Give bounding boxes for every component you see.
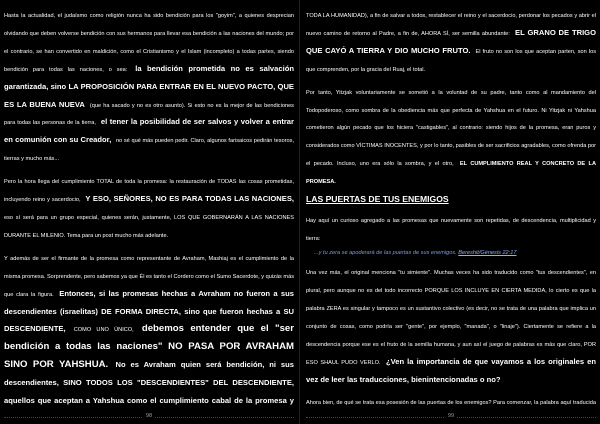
right-paragraph-2 — [306, 81, 596, 188]
text: El fruto no son los que aceptan parten, son los que comprenden, por la gracia del Ruaj, el total. — [306, 48, 596, 73]
text: (que ha sacado y no es otro asunto). Si esto no es la mejor de las bendiciones para todas las personas de la tierra, — [4, 102, 294, 127]
text: TODA LA HUMANIDAD), a fin de salvar a todos, restablecer el reino y el sacerdocio, perdonar los pecados y abrir el nuevo camino de retorno al Padre, a fin de, AHORA SÍ, ser semilla abundante: — [306, 13, 596, 37]
emphasis-text: No es Avraham quien será bendición, ni sus descendientes, SINO TODOS LOS "DESCENDIENTES" DEL DESCENDIENTE, aquellos que aceptan a Yahshua como el cumplimiento cabal de la promesa y — [4, 360, 294, 406]
right-paragraph-5 — [306, 391, 596, 414]
scripture-reference-link[interactable]: Bereshit/Génesis 22:17 — [458, 249, 517, 256]
section-heading: LAS PUERTAS DE TUS ENEMIGOS — [306, 194, 449, 205]
emphasis-text: EL GRANO DE TRIGO QUE CAYÓ A TIERRA Y DIO MUCHO FRUTO. — [306, 27, 596, 55]
text: Por tanto, Yitzjak voluntariamente se sometió a la voluntad de su padre, tanto como al mandamiento del Todopoderoso, como sombra de la obediencia más que perfecta de Yahshua en el futuro. Ni Yitzjak ni Yahshua cometieron algún pecado que los hiciera "castigables", al contrario: siendo hijos de la promesa, eran puros y considerados como VÍCTIMAS INOCENTES, y por lo tanto, pasibles de ser sacrificios agradables, como ofrenda por el pecado. Incluso, uno era sólo la sombra, y el otro, — [306, 89, 596, 168]
page-divider — [299, 0, 300, 424]
right-page — [306, 4, 596, 414]
left-paragraph-2 — [4, 170, 294, 242]
emphasis-text: el tener la posibilidad de ser salvos y volver a entrar en comunión con su Creador, — [4, 117, 294, 145]
text: Hay aquí un curioso agregado a las promesas que nuevamente son repetidas, de descendencia, multiplicidad y tierra: — [306, 218, 596, 242]
right-paragraph-1 — [306, 4, 596, 76]
left-footer — [4, 413, 294, 422]
left-page-number-wrap — [4, 413, 294, 419]
text: COMO UNO ÚNICO, — [73, 327, 134, 334]
emphasis-text: ¿Ven la importancia de que vayamos a los originales en vez de leer las traducciones, bienintencionadas o no? — [306, 356, 596, 384]
right-paragraph-4 — [306, 261, 596, 386]
right-paragraph-3 — [306, 209, 596, 245]
text: Una vez más, el original menciona "tu simiente". Muchas veces ha sido traducido como "tus descendientes", en plural, pero aunque no es del todo incorrecto PORQUE LOS INCLUYE EN CIERTA MEDIDA, lo cierto es que la palabra ZERA es singular y tampoco es un sustantivo colectivo (es decir, no se trata de una palabra que implica un conjunto de cosas, como podría ser "gente", por ejemplo, "manada", o "linaje"). Ciertamente se refiere a la descendencia porque ese es el fruto de la semilla humana, y aun así el juego de palabras es más que claro, POR ESO SHAUL PUDO VERLO. — [306, 270, 596, 366]
left-paragraph-1 — [4, 4, 294, 165]
emphasis-text: la bendición prometida no es salvación garantizada, sino LA PROPOSICIÓN PARA ENTRAR EN EL NUEVO PACTO, QUE ES LA BUENA NUEVA — [4, 63, 294, 109]
right-page-number: 99 — [445, 413, 457, 419]
left-paragraph-3 — [4, 247, 294, 414]
scripture-quote — [314, 250, 596, 256]
left-page-number: 98 — [143, 413, 155, 419]
right-footer — [306, 413, 596, 422]
left-page — [4, 4, 294, 414]
emphasis-text: Y ESO, SEÑORES, NO ES PARA TODAS LAS NACIONES, — [85, 194, 294, 204]
text: Hasta la actualidad, el judaísmo como religión nunca ha sido bendición para los "goyim", a quienes desprecian olvidando que deben volverse bendición con sus hermanos para llevar esa bendición a las naciones del mundo; por el contrario, se han convertido en maldición, como el Cristianismo y el Islam (incompleto) a todas partes, siendo bendición para todas las naciones, o sea: — [4, 13, 294, 73]
emphasis-text: Entonces, si las promesas hechas a Avraham no fueron a sus descendientes (israelitas) DE FORMA DIRECTA, sino que fueron hechas a SU DESCENDIENTE, — [4, 288, 294, 334]
text: Ahora bien, de qué se trata esa posesión de las puertas de los enemigos? Para comenzar, la palabra aquí traducida — [306, 400, 596, 407]
text: eso sí será para un grupo especial, quienes serán, justamente, LOS QUE GOBERNARÁN A LAS NACIONES DURANTE EL MILENIO. Tema para un post mucho más adelante. — [4, 214, 294, 239]
large-emphasis-text: debemos entender que el "ser bendición a todas las naciones" NO PASA POR AVRAHAM SINO POR YAHSHUA. — [4, 323, 294, 371]
quote-text: ...y tu zera se apoderará de las puertas de sus enemigos. — [314, 249, 457, 256]
emphasis-text: EL CUMPLIMIENTO REAL Y CONCRETO DE LA PROMESA. — [306, 161, 596, 186]
right-page-number-wrap — [306, 413, 596, 419]
text: Y además de ser el firmante de la promesa como representante de Avraham, Mashiaj es el cumplimiento de la misma promesa. Sorprendente, pero sabemos ya que Él es tanto el Cordero como el Sumo Sacerdote, y quizás más que clara la figura. — [4, 255, 294, 298]
text: no sé qué más pueden pedir. Claro, algunos farisaicos pedirán tesoros, tierras y mucho más... — [4, 138, 294, 163]
text: Pero la hora llega del cumplimiento TOTAL de toda la promesa: la restauración de TODAS las cosas prometidas, incluyendo reino y sacerdocio, — [4, 179, 294, 204]
